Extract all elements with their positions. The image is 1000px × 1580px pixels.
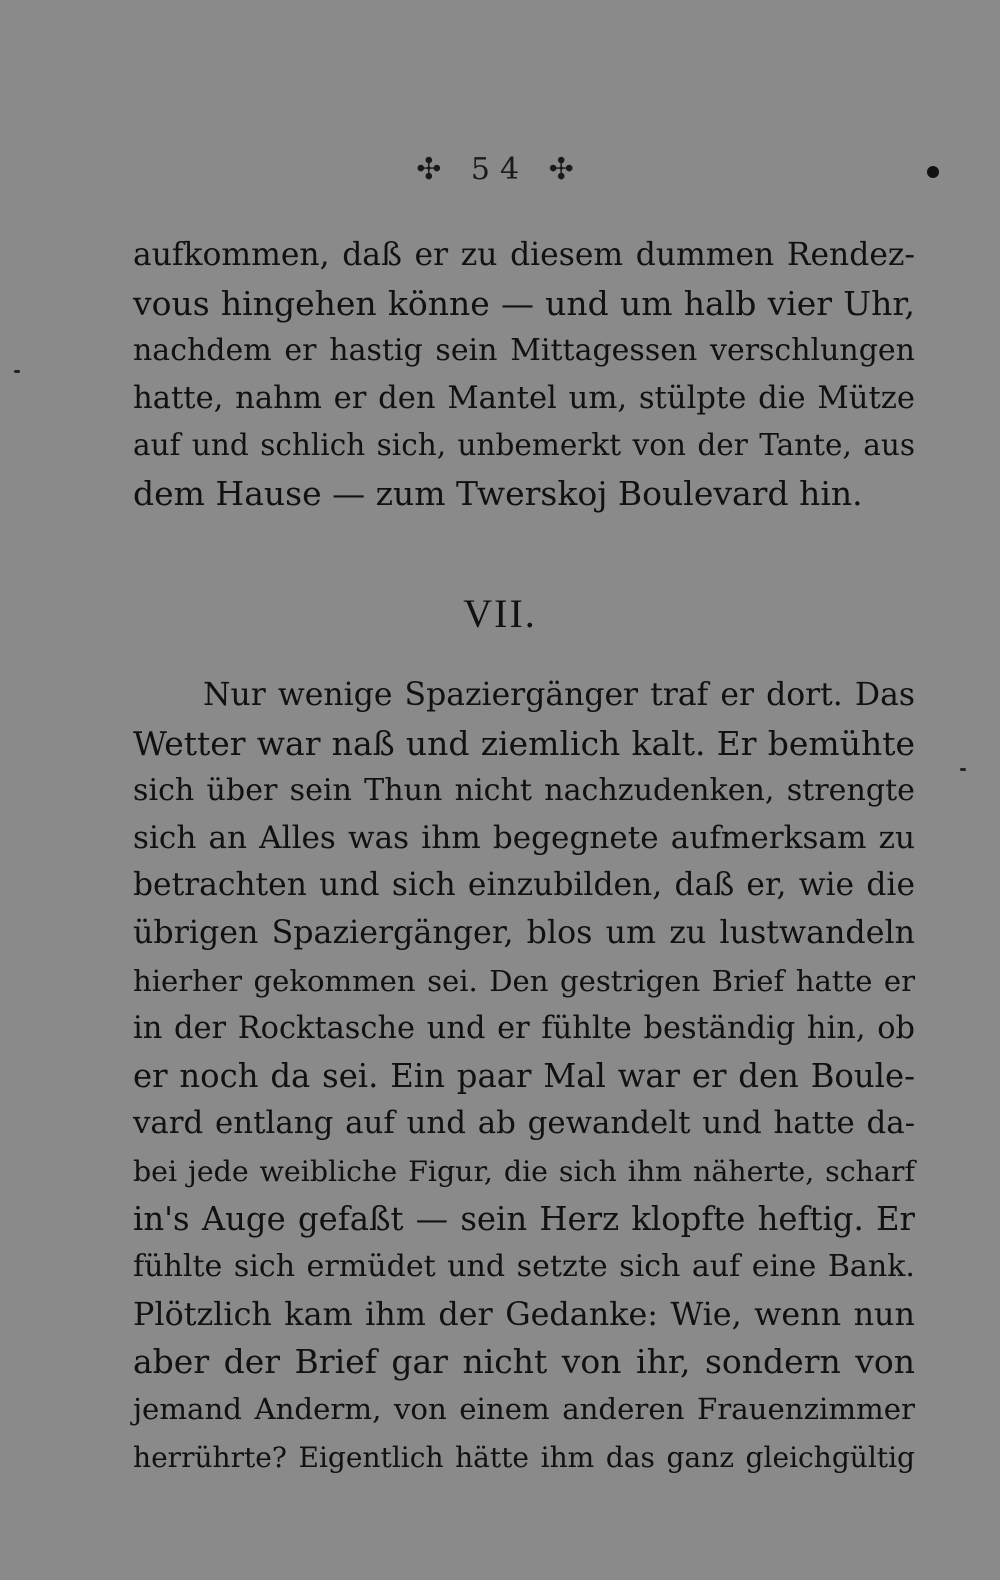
text-line: sich an Alles was ihm begegnete aufmerksam zu — [133, 819, 915, 856]
text-line: aber der Brief gar nicht von ihr, sondern von — [133, 1342, 915, 1382]
text-line: bei jede weibliche Figur, die sich ihm näherte, scharf — [133, 1154, 915, 1188]
text-line: Plötzlich kam ihm der Gedanke: Wie, wenn nun — [133, 1294, 915, 1333]
ink-dot — [927, 166, 939, 178]
text-line: Wetter war naß und ziemlich kalt. Er bemühte — [133, 723, 915, 763]
text-line: vous hingehen könne — und um halb vier Uhr, — [133, 283, 915, 323]
paragraph-1 — [133, 232, 915, 518]
text-line: in der Rocktasche und er fühlte beständig hin, ob — [133, 1011, 915, 1047]
text-line: auf und schlich sich, unbemerkt von der Tante, aus — [133, 428, 915, 463]
text-line: sich über sein Thun nicht nachzudenken, strengte — [133, 773, 915, 809]
text-line: fühlte sich ermüdet und setzte sich auf eine Bank. — [133, 1249, 915, 1285]
page-number: ✣ 54 ✣ — [416, 152, 584, 187]
text-line: übrigen Spaziergänger, blos um zu lustwandeln — [133, 914, 915, 951]
text-line: Nur wenige Spaziergänger traf er dort. Das — [203, 677, 915, 713]
text-line: hatte, nahm er den Mantel um, stülpte die Mütze — [133, 380, 915, 416]
text-line: jemand Anderm, von einem anderen Frauenzimmer — [133, 1391, 915, 1426]
text-line: herrührte? Eigentlich hätte ihm das ganz gleichgültig — [133, 1440, 915, 1474]
text-line: vard entlang auf und ab gewandelt und hatte da- — [133, 1105, 915, 1142]
ink-speck — [14, 370, 20, 373]
text-line: hierher gekommen sei. Den gestrigen Brief hatte er — [133, 963, 915, 998]
text-line: betrachten und sich einzubilden, daß er, wie die — [133, 867, 915, 904]
text-line: aufkommen, daß er zu diesem dummen Rendez- — [133, 237, 915, 273]
text-line: er noch da sei. Ein paar Mal war er den Boule- — [133, 1056, 915, 1095]
paragraph-2 — [133, 672, 915, 1481]
chapter-heading: VII. — [463, 591, 537, 636]
text-line: in's Auge gefaßt — sein Herz klopfte heftig. Er — [133, 1199, 915, 1238]
text-line: nachdem er hastig sein Mittagessen verschlungen — [133, 333, 915, 369]
ink-speck — [960, 768, 966, 771]
text-line: dem Hause — zum Twerskoj Boulevard hin. — [133, 473, 863, 513]
